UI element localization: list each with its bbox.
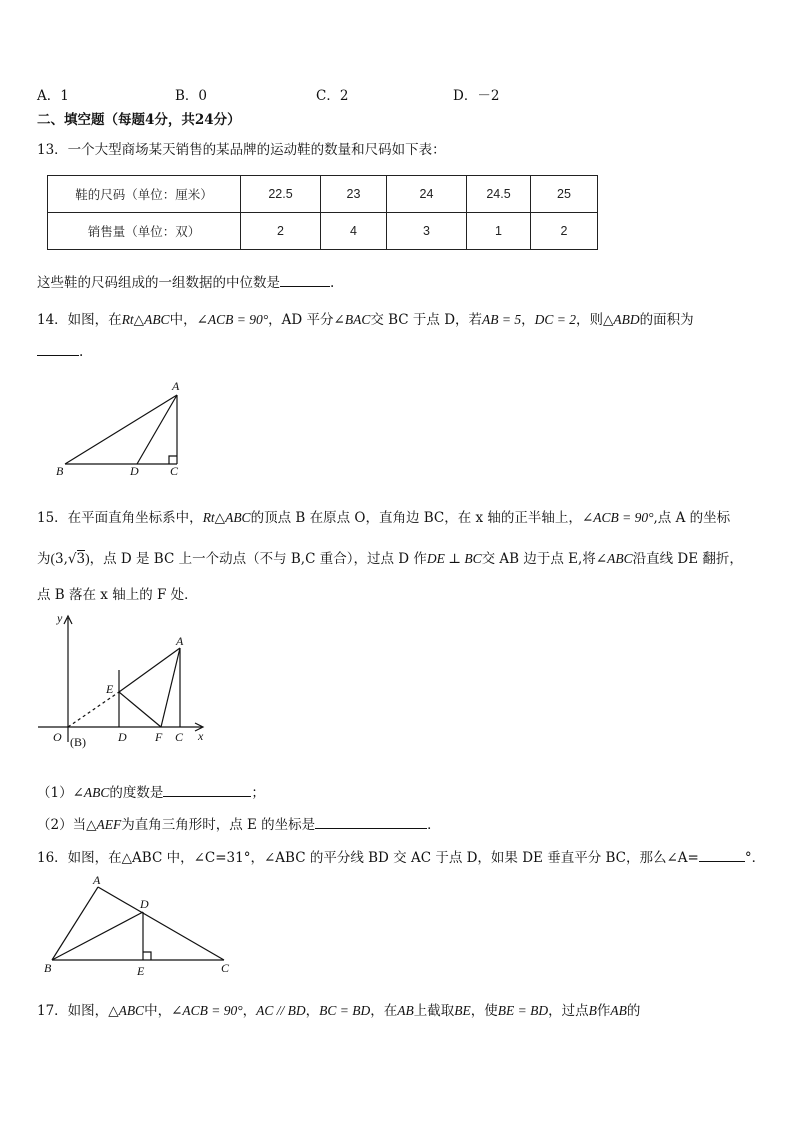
q14-t0: 14．如图，在	[37, 312, 122, 328]
table-cell: 25	[531, 176, 598, 213]
q17-eq: BC = BD	[319, 1003, 371, 1018]
label-d: D	[130, 464, 139, 478]
q15-line2: 为(3,√3)，点 D 是 BC 上一个动点（不与 B,C 重合），过点 D 作DE ⊥ BC交 AB 边于点 E,将∠ABC沿直线 DE 翻折，	[37, 551, 743, 567]
q15-sub2b: 为直角三角形时，点 E 的坐标是	[121, 817, 316, 833]
q14-t2: ，AD 平分	[268, 312, 334, 328]
q16-end: °．	[744, 850, 766, 866]
q15-sub2	[37, 813, 441, 833]
q15-l2a: 为	[37, 551, 51, 567]
q14-angle: ∠ACB = 90°	[196, 312, 269, 327]
right-angle-mark	[143, 952, 151, 960]
q16-text-main: 16．如图，在△ABC 中，∠C=31°，∠ABC 的平分线 BD 交 AC 于点 D，如果 DE 垂直平分 BC，那么∠A=	[37, 850, 699, 866]
q15-l2c: 交 AB 边于点 E,将	[481, 551, 596, 567]
q14-dc: DC = 2	[534, 312, 577, 327]
table-cell: 23	[321, 176, 387, 213]
option-c: C．2	[316, 88, 349, 104]
table-cell: 2	[241, 213, 321, 250]
q15-sqrt-arg: 3	[76, 551, 86, 567]
q14-figure	[50, 375, 200, 480]
q17-tri: △ABC	[108, 1003, 145, 1018]
segment-ab	[52, 887, 98, 960]
q17-text	[37, 999, 640, 1019]
q15-abc: ∠ABC	[595, 551, 633, 566]
q17-be: BE	[454, 1003, 471, 1018]
label-e: E	[137, 964, 145, 978]
shoe-size-table	[47, 175, 598, 250]
q15-l2d: 沿直线 DE 翻折，	[632, 551, 743, 567]
q17-bebd: BE = BD	[497, 1003, 549, 1018]
answer-blank	[163, 784, 251, 797]
label-x: x	[198, 729, 204, 743]
label-a: A	[172, 379, 180, 393]
q14-bisect: ∠BAC	[333, 312, 371, 327]
q14-ab: AB = 5	[482, 312, 522, 327]
q17-ab2: AB	[610, 1003, 627, 1018]
label-e: E	[106, 682, 114, 696]
table-cell: 3	[387, 213, 467, 250]
q15-perp: DE ⊥ BC	[426, 551, 482, 566]
label-b: B	[44, 961, 52, 975]
table-cell: 24.5	[467, 176, 531, 213]
q15-sub1-ang: ∠ABC	[72, 785, 110, 800]
option-b: B．0	[175, 88, 208, 104]
label-c: C	[175, 730, 184, 744]
q15-sub2-tri: △AEF	[86, 817, 122, 832]
q15-l2b: ，点 D 是 BC 上一个动点（不与 B,C 重合），过点 D 作	[89, 551, 427, 567]
label-d: D	[140, 897, 149, 911]
segment-ef	[119, 692, 161, 727]
q14-answer: .	[37, 343, 83, 360]
q14-t3: 交 BC 于点 D，若	[370, 312, 483, 328]
answer-blank	[280, 274, 330, 287]
q15-line1	[37, 506, 730, 526]
option-a: A．1	[37, 88, 69, 104]
q13-question: 这些鞋的尺码组成的一组数据的中位数是 .	[37, 275, 335, 291]
label-d: D	[118, 730, 127, 744]
q17-j: 的	[626, 1003, 641, 1019]
segment-be-dashed	[68, 692, 119, 727]
answer-blank	[37, 343, 79, 356]
q17-par: AC // BD	[256, 1003, 306, 1018]
q15-sub1	[37, 781, 265, 801]
answer-blank	[315, 816, 427, 829]
q15-sub1-end: ；	[251, 785, 265, 801]
segment-bd	[52, 912, 143, 960]
q15-tri: Rt△ABC	[202, 510, 251, 525]
q15-line3: 点 B 落在 x 轴上的 F 处．	[37, 587, 198, 603]
q15-sub2-end: ．	[427, 817, 441, 833]
table-row	[48, 213, 598, 250]
q16-figure	[38, 872, 238, 980]
label-y: y	[57, 611, 63, 625]
q17-i: 作	[596, 1003, 611, 1019]
table-cell: 2	[531, 213, 598, 250]
option-d: D．－2	[453, 88, 500, 104]
q13-question-text: 这些鞋的尺码组成的一组数据的中位数是	[37, 275, 280, 291]
q14-t1: 中，	[169, 312, 197, 328]
label-a: A	[93, 873, 101, 887]
label-o: O	[53, 730, 62, 744]
q17-f: 上截取	[413, 1003, 455, 1019]
q15-angle: ∠ACB = 90°	[581, 510, 654, 525]
label-c: C	[170, 464, 179, 478]
table-cell: 鞋的尺码（单位：厘米）	[48, 176, 241, 213]
q13-text: 13．一个大型商场某天销售的某品牌的运动鞋的数量和尺码如下表：	[37, 142, 446, 158]
q15-l1b: 的顶点 B 在原点 O，直角边 BC，在 x 轴的正半轴上，	[250, 510, 582, 526]
q17-d: ，	[305, 1003, 320, 1019]
q17-g: ，使	[470, 1003, 498, 1019]
q15-sub1a: （1）	[37, 785, 73, 801]
table-cell: 4	[321, 213, 387, 250]
q16-text	[37, 846, 765, 866]
q15-l1a: 15．在平面直角坐标系中，	[37, 510, 203, 526]
table-row	[48, 176, 598, 213]
q17-a: 17．如图，	[37, 1003, 109, 1019]
q15-coord-x: 3	[55, 551, 64, 567]
q14-t4: ，则	[576, 312, 604, 328]
q14-sep: ，	[521, 312, 535, 328]
q14-abd: △ABD	[603, 312, 640, 327]
label-b: B	[56, 464, 64, 478]
q15-l1c: ,点 A 的坐标	[653, 510, 731, 526]
q15-figure	[30, 610, 220, 750]
q15-sub2a: （2）当	[37, 817, 87, 833]
q14-text	[37, 308, 694, 328]
segment-ac	[98, 887, 224, 960]
q17-b: 中，	[144, 1003, 172, 1019]
q14-t5: 的面积为	[639, 312, 694, 328]
q17-c: ，	[242, 1003, 257, 1019]
q17-e: ，在	[370, 1003, 398, 1019]
q17-h: ，过点	[548, 1003, 589, 1019]
q17-angle: ∠ACB = 90°	[171, 1003, 243, 1018]
segment-ad	[137, 395, 177, 464]
segment-ab	[65, 395, 177, 464]
right-angle-mark	[169, 456, 177, 464]
q15-sub1b: 的度数是	[109, 785, 164, 801]
label-a: A	[176, 634, 184, 648]
answer-blank	[699, 849, 745, 862]
q17-ab: AB	[397, 1003, 414, 1018]
q17-bpt: B	[588, 1003, 597, 1018]
table-cell: 22.5	[241, 176, 321, 213]
label-f: F	[155, 730, 163, 744]
label-c: C	[221, 961, 230, 975]
table-cell: 1	[467, 213, 531, 250]
table-cell: 24	[387, 176, 467, 213]
q14-tri: Rt△ABC	[121, 312, 170, 327]
table-cell: 销售量（单位：双）	[48, 213, 241, 250]
label-b: (B)	[70, 735, 86, 749]
section-heading: 二、填空题（每题4分，共24分）	[37, 112, 241, 128]
